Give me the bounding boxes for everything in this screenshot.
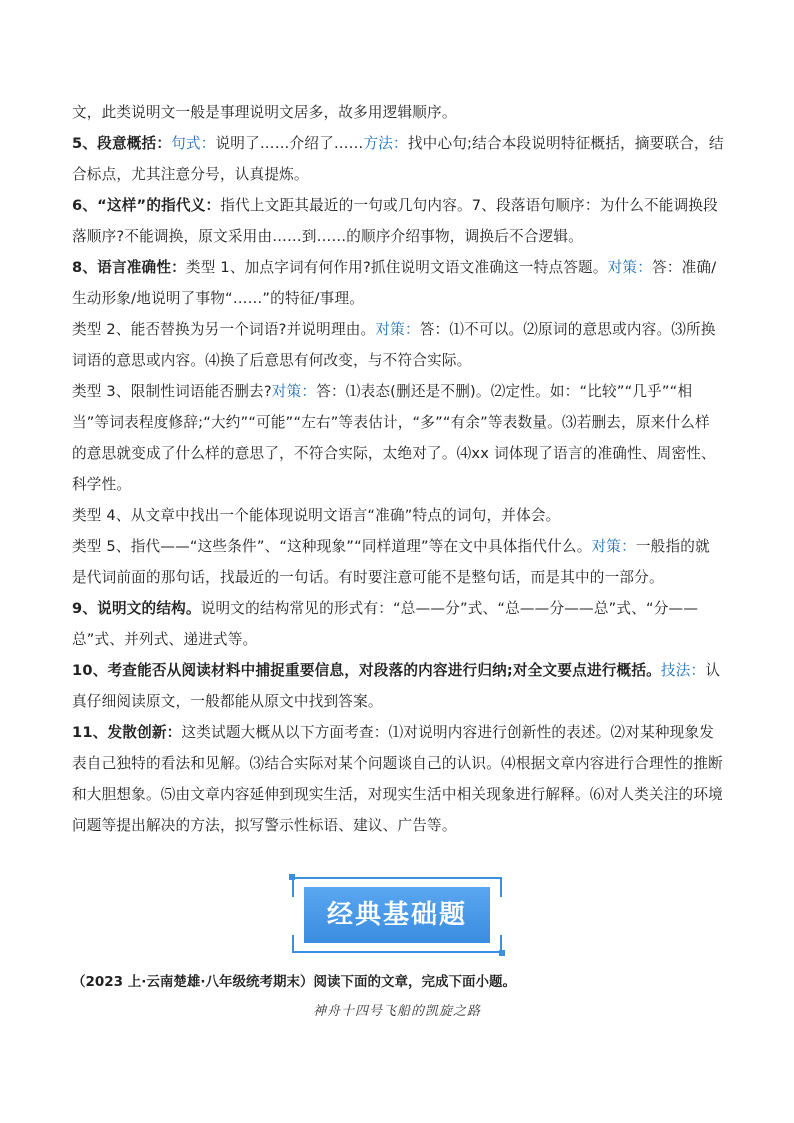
section-title: 经典基础题: [304, 887, 490, 943]
paragraph-11-innovation: 11、发散创新：这类试题大概从以下方面考查：⑴对说明内容进行创新性的表述。⑵对某种现象发表自己独特的看法和见解。⑶结合实际对某个问题谈自己的认识。⑷根据文章内容进行合理性的推断和大胆想象。⑸由文章内容延伸到现实生活，对现实生活中相关现象进行解释。⑹对人类关注的环境问题等提出解决的方法，拟写警示性标语、建议、广告等。: [72, 724, 723, 834]
section-title-badge: [292, 877, 502, 953]
badge-frame-gap-right: [498, 897, 506, 935]
paragraph-type-3: 类型 3、限制性词语能否删去?对策：答：⑴表态(删还是不删)。⑵定性。如：“比较”“几乎”“相当”等词表程度修辞;“大约”“可能”“左右”等表估计，“多”“有余”等表数量。⑶若删去，原来什么样的意思就变成了什么样的意思了，不符合实际，太绝对了。⑷xx 词体现了语言的准确性、周密性、科学性。: [72, 383, 716, 493]
paragraph-continuation: 文，此类说明文一般是事理说明文居多，故多用逻辑顺序。: [72, 104, 457, 121]
badge-frame-gap-left: [288, 897, 296, 935]
paragraph-5-summary: 5、段意概括：句式：说明了……介绍了……方法：找中心句;结合本段说明特征概括，摘要联合，结合标点，尤其注意分号，认真提炼。: [72, 135, 724, 183]
paragraph-type-2: 类型 2、能否替换为另一个词语?并说明理由。对策：答：⑴不可以。⑵原词的意思或内容。⑶所换词语的意思或内容。⑷换了后意思有何改变，与不符合实际。: [72, 321, 716, 369]
question-source: （2023 上·云南楚雄·八年级统考期末）阅读下面的文章，完成下面小题。: [72, 974, 517, 990]
paragraph-10-information: 10、考查能否从阅读材料中捕捉重要信息，对段落的内容进行归纳;对全文要点进行概括。技法：认真仔细阅读原文，一般都能从原文中找到答案。: [72, 662, 721, 710]
badge-corner: [499, 950, 505, 956]
paragraph-type-5: 类型 5、指代——“这些条件”、“这种现象”“同样道理”等在文中具体指代什么。对策：一般指的就是代词前面的那句话，找最近的一句话。有时要注意可能不是整句话，而是其中的一部分。: [72, 538, 710, 586]
article-title: 神舟十四号飞船的凯旋之路: [312, 1004, 481, 1019]
badge-corner: [289, 874, 295, 880]
paragraph-8-accuracy: 8、语言准确性：类型 1、加点字词有何作用?抓住说明文语文准确这一特点答题。对策：答：准确/生动形象/地说明了事物“……”的特征/事理。: [72, 259, 717, 307]
paragraph-type-4: 类型 4、从文章中找出一个能体现说明文语言“准确”特点的词句，并体会。: [72, 507, 561, 524]
paragraph-6-reference: 6、“这样”的指代义：指代上文距其最近的一句或几句内容。7、段落语句顺序：为什么不能调换段落顺序?不能调换，原文采用由……到……的顺序介绍事物，调换后不合逻辑。: [72, 197, 718, 245]
paragraph-9-structure: 9、说明文的结构。说明文的结构常见的形式有：“总——分”式、“总——分——总”式、“分——总”式、并列式、递进式等。: [72, 600, 699, 648]
